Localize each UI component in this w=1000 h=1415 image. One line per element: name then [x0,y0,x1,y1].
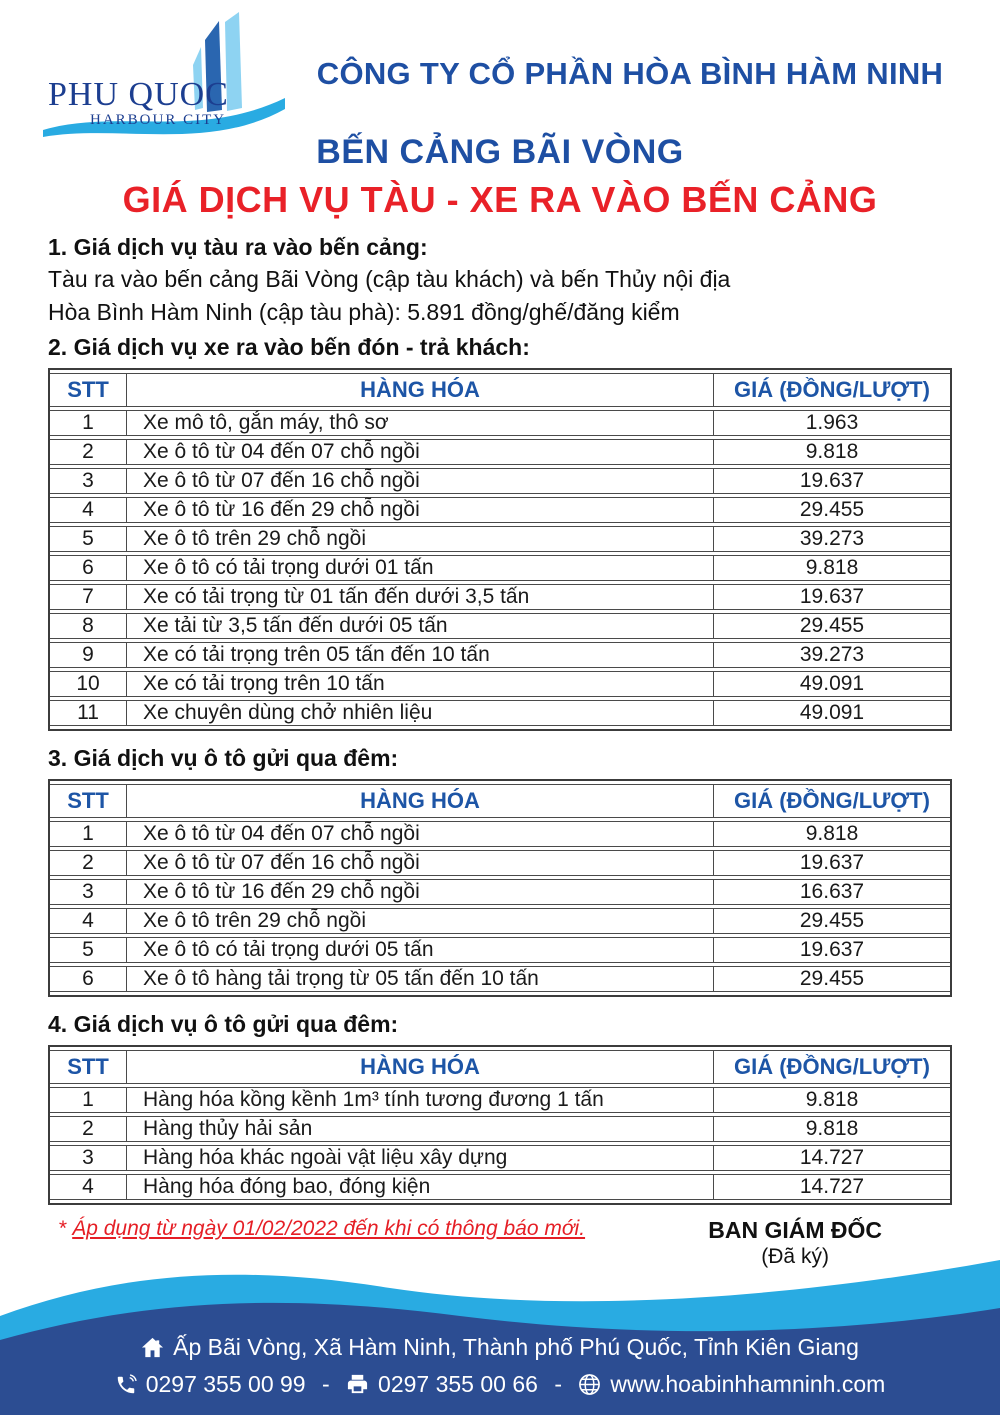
phone-fax-web-line [0,1366,1000,1403]
table-row [50,1116,950,1142]
table-row [50,879,950,905]
goods-price-table [48,1045,952,1205]
price-cell: 29.455 [714,908,950,934]
column-header-stt: STT [50,1050,127,1084]
price-cell: 9.818 [714,1116,950,1142]
table-header-row [50,1050,950,1084]
item-name-cell: Xe có tải trọng trên 10 tấn [127,671,714,697]
document-body [48,232,952,1270]
item-name-cell: Hàng hóa khác ngoài vật liệu xây dựng [127,1145,714,1171]
item-name-cell: Xe có tải trọng trên 05 tấn đến 10 tấn [127,642,714,668]
row-number-cell: 7 [50,584,127,610]
port-name: BẾN CẢNG BÃI VÒNG [316,133,684,171]
item-name-cell: Xe ô tô có tải trọng dưới 01 tấn [127,555,714,581]
section-1-text-line-2: Hòa Bình Hàm Ninh (cập tàu phà): 5.891 đồng/ghế/đăng kiểm [48,299,680,325]
row-number-cell: 1 [50,1087,127,1113]
table-row [50,410,950,436]
signature-signed: (Đã ký) [761,1245,829,1268]
section-1-text-line-1: Tàu ra vào bến cảng Bãi Vòng (cập tàu khách) và bến Thủy nội địa [48,266,731,292]
row-number-cell: 4 [50,1174,127,1200]
section-3-heading: 3. Giá dịch vụ ô tô gửi qua đêm: [48,745,399,771]
item-name-cell: Xe ô tô trên 29 chỗ ngồi [127,526,714,552]
table-header-row [50,784,950,818]
note-text: Áp dụng từ ngày 01/02/2022 đến khi có thông báo mới. [72,1217,586,1240]
row-number-cell: 6 [50,966,127,992]
row-number-cell: 2 [50,850,127,876]
fax-number: 0297 355 00 66 [378,1371,538,1397]
column-header-item: HÀNG HÓA [127,784,714,818]
price-cell: 29.455 [714,497,950,523]
price-cell: 29.455 [714,613,950,639]
row-number-cell: 11 [50,700,127,726]
price-cell: 39.273 [714,526,950,552]
item-name-cell: Xe ô tô có tải trọng dưới 05 tấn [127,937,714,963]
price-cell: 19.637 [714,584,950,610]
fax-printer-icon [346,1373,369,1396]
price-cell: 9.818 [714,555,950,581]
table-row [50,642,950,668]
row-number-cell: 1 [50,410,127,436]
price-cell: 19.637 [714,850,950,876]
row-number-cell: 2 [50,1116,127,1142]
item-name-cell: Xe ô tô từ 07 đến 16 chỗ ngồi [127,850,714,876]
row-number-cell: 4 [50,497,127,523]
row-number-cell: 3 [50,1145,127,1171]
price-cell: 29.455 [714,966,950,992]
table-row [50,1145,950,1171]
table-row [50,937,950,963]
column-header-stt: STT [50,373,127,407]
address-text: Ấp Bãi Vòng, Xã Hàm Ninh, Thành phố Phú Quốc, Tỉnh Kiên Giang [173,1334,859,1360]
table-row [50,439,950,465]
item-name-cell: Xe ô tô từ 04 đến 07 chỗ ngồi [127,821,714,847]
table-header-row [50,373,950,407]
row-number-cell: 6 [50,555,127,581]
logo-text-phu-quoc: PHU QUOC [48,76,229,113]
table-row [50,700,950,726]
price-cell: 19.637 [714,468,950,494]
row-number-cell: 8 [50,613,127,639]
column-header-item: HÀNG HÓA [127,373,714,407]
row-number-cell: 3 [50,879,127,905]
company-logo [38,10,288,145]
item-name-cell: Xe chuyên dùng chở nhiên liệu [127,700,714,726]
table-row [50,908,950,934]
section-1-heading: 1. Giá dịch vụ tàu ra vào bến cảng: [48,234,428,260]
phone-icon [115,1374,137,1396]
item-name-cell: Xe ô tô từ 16 đến 29 chỗ ngồi [127,497,714,523]
separator: - [321,1371,330,1397]
item-name-cell: Xe có tải trọng từ 01 tấn đến dưới 3,5 tấn [127,584,714,610]
table-row [50,671,950,697]
price-cell: 16.637 [714,879,950,905]
section-2-heading: 2. Giá dịch vụ xe ra vào bến đón - trả khách: [48,334,530,360]
item-name-cell: Hàng hóa kồng kềnh 1m³ tính tương đương 1 tấn [127,1087,714,1113]
price-cell: 9.818 [714,439,950,465]
column-header-price: GIÁ (ĐỒNG/LƯỢT) [714,1050,950,1084]
item-name-cell: Xe tải từ 3,5 tấn đến dưới 05 tấn [127,613,714,639]
row-number-cell: 9 [50,642,127,668]
row-number-cell: 3 [50,468,127,494]
footer [0,1250,1000,1415]
table-row [50,966,950,992]
item-name-cell: Xe ô tô từ 04 đến 07 chỗ ngồi [127,439,714,465]
table-row [50,526,950,552]
price-cell: 39.273 [714,642,950,668]
logo-text-harbour-city: HARBOUR CITY [90,112,227,128]
row-number-cell: 10 [50,671,127,697]
price-cell: 49.091 [714,671,950,697]
phone-number: 0297 355 00 99 [145,1371,306,1397]
column-header-price: GIÁ (ĐỒNG/LƯỢT) [714,373,950,407]
row-number-cell: 4 [50,908,127,934]
row-number-cell: 5 [50,526,127,552]
table-row [50,468,950,494]
document-title: GIÁ DỊCH VỤ TÀU - XE RA VÀO BẾN CẢNG [122,179,878,220]
item-name-cell: Xe ô tô từ 07 đến 16 chỗ ngồi [127,468,714,494]
table-row [50,821,950,847]
price-cell: 14.727 [714,1174,950,1200]
website-url: www.hoabinhhamninh.com [610,1371,886,1397]
row-number-cell: 1 [50,821,127,847]
price-cell: 1.963 [714,410,950,436]
item-name-cell: Xe ô tô hàng tải trọng từ 05 tấn đến 10 tấn [127,966,714,992]
row-number-cell: 5 [50,937,127,963]
vehicle-entry-price-table [48,368,952,731]
overnight-parking-price-table [48,779,952,997]
price-cell: 14.727 [714,1145,950,1171]
item-name-cell: Xe ô tô từ 16 đến 29 chỗ ngồi [127,879,714,905]
item-name-cell: Xe ô tô trên 29 chỗ ngồi [127,908,714,934]
section-4-heading: 4. Giá dịch vụ ô tô gửi qua đêm: [48,1011,399,1037]
column-header-item: HÀNG HÓA [127,1050,714,1084]
table-row [50,1087,950,1113]
address-line [0,1329,1000,1366]
separator: - [554,1371,562,1397]
price-cell: 49.091 [714,700,950,726]
item-name-cell: Hàng thủy hải sản [127,1116,714,1142]
company-name: CÔNG TY CỔ PHẦN HÒA BÌNH HÀM NINH [316,56,944,91]
table-row [50,584,950,610]
price-cell: 19.637 [714,937,950,963]
table-row [50,850,950,876]
table-row [50,613,950,639]
item-name-cell: Hàng hóa đóng bao, đóng kiện [127,1174,714,1200]
column-header-price: GIÁ (ĐỒNG/LƯỢT) [714,784,950,818]
home-icon [141,1336,164,1359]
note-asterisk: * [58,1217,67,1240]
contact-block [0,1329,1000,1403]
item-name-cell: Xe mô tô, gắn máy, thô sơ [127,410,714,436]
price-cell: 9.818 [714,1087,950,1113]
signature-title: BAN GIÁM ĐỐC [708,1217,882,1243]
table-row [50,555,950,581]
column-header-stt: STT [50,784,127,818]
row-number-cell: 2 [50,439,127,465]
table-row [50,1174,950,1200]
table-row [50,497,950,523]
price-cell: 9.818 [714,821,950,847]
globe-icon [578,1373,601,1396]
